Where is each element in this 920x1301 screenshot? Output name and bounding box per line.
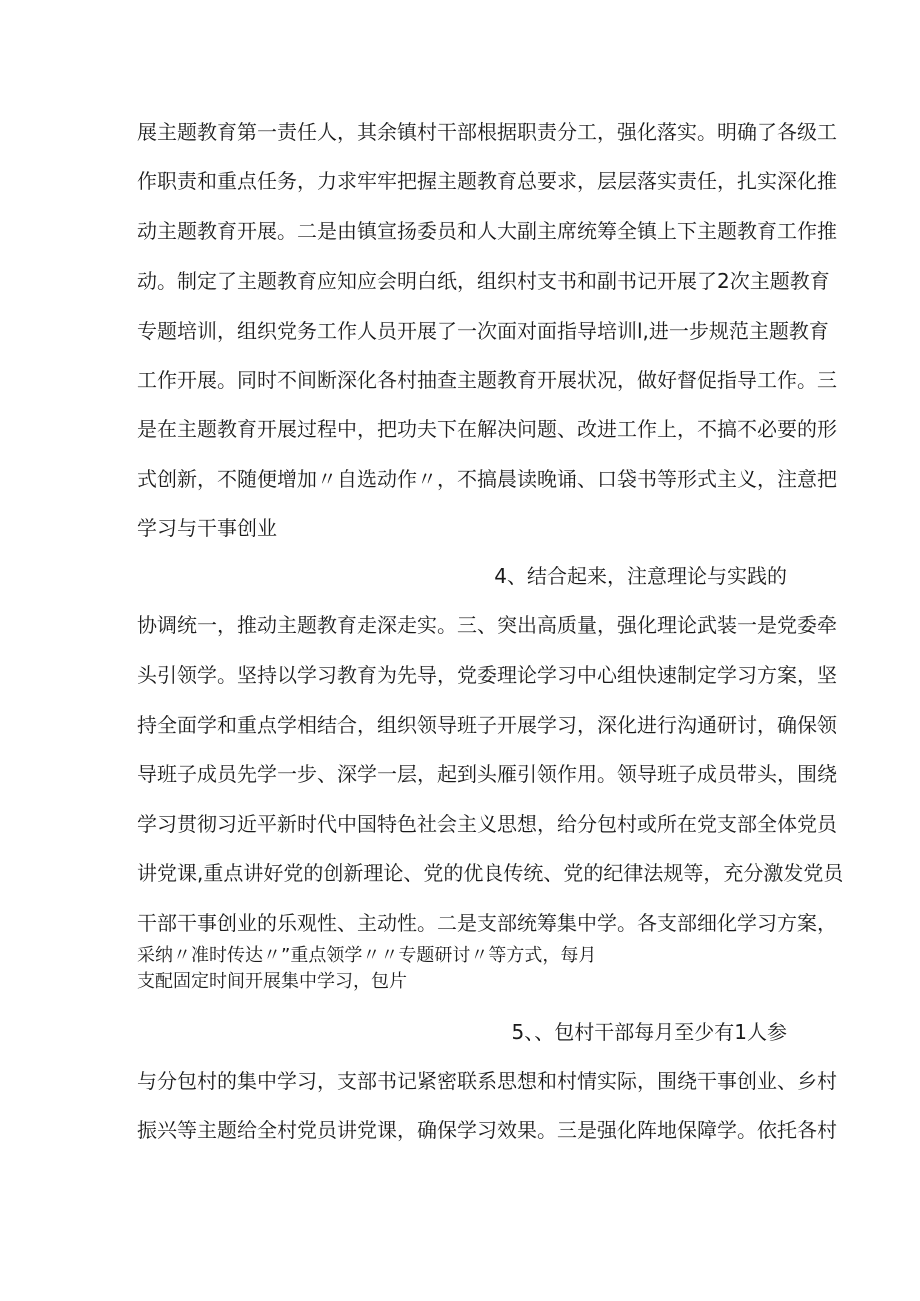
text-line: 导班子成员先学一步、深学一层，起到头雁引领作用。领导班子成员带头，围绕	[137, 762, 837, 786]
text-line: 展主题教育第一责任人，其余镇村干部根据职责分工，强化落实。明确了各级工	[137, 120, 837, 144]
text-line: 干部干事创业的乐观性、主动性。二是支部统筹集中学。各支部细化学习方案，	[137, 911, 837, 935]
text-line: 学习贯彻习近平新时代中国特色社会主义思想，给分包村或所在党支部全体党员	[137, 812, 837, 836]
text-line: 式创新，不随便增加〃自选动作〃，不搞晨读晚诵、口袋书等形式主义，注意把	[137, 467, 837, 491]
text-line: 与分包村的集中学习，支部书记紧密联系思想和村情实际，围绕干事创业、乡村	[137, 1069, 837, 1093]
text-line: 是在主题教育开展过程中，把功夫下在解决问题、改进工作上，不搞不必要的形	[137, 417, 837, 441]
text-line: 工作开展。同时不间断深化各村抽查主题教育开展状况，做好督促指导工作。三	[137, 368, 837, 392]
text-line: 振兴等主题给全村党员讲党课，确保学习效果。三是强化阵地保障学。依托各村	[137, 1118, 837, 1142]
text-line: 学习与干事创业	[137, 516, 277, 540]
text-line: 动主题教育开展。二是由镇宣扬委员和人大副主席统筹全镇上下主题教育工作推	[137, 219, 837, 243]
text-line: 头引领学。坚持以学习教育为先导，党委理论学习中心组快速制定学习方案，坚	[137, 663, 837, 687]
numbered-paragraph-start: 4、结合起来，注意理论与实践的	[494, 564, 787, 588]
text-line: 采纳〃准时传达〃”重点领学〃〃专题研讨〃等方式，每月	[137, 945, 597, 966]
numbered-paragraph-start: 5、、包村干部每月至少有1人参	[511, 1020, 787, 1044]
text-line: 动。制定了主题教育应知应会明白纸，组织村支书和副书记开展了2次主题教育	[137, 269, 830, 293]
text-line: 协调统一，推动主题教育走深走实。三、突出高质量，强化理论武装一是党委牵	[137, 613, 837, 637]
text-line: 专题培训，组织党务工作人员开展了一次面对面指导培训l,进一步规范主题教育	[137, 319, 829, 343]
text-line: 讲党课,重点讲好党的创新理论、党的优良传统、党的纪律法规等，充分激发党员	[137, 861, 844, 885]
text-line: 持全面学和重点学相结合，组织领导班子开展学习，深化进行沟通研讨，确保领	[137, 713, 837, 737]
text-line: 作职责和重点任务，力求牢牢把握主题教育总要求，层层落实责任，扎实深化推	[137, 169, 837, 193]
text-line: 支配固定时间开展集中学习，包片	[137, 971, 407, 992]
